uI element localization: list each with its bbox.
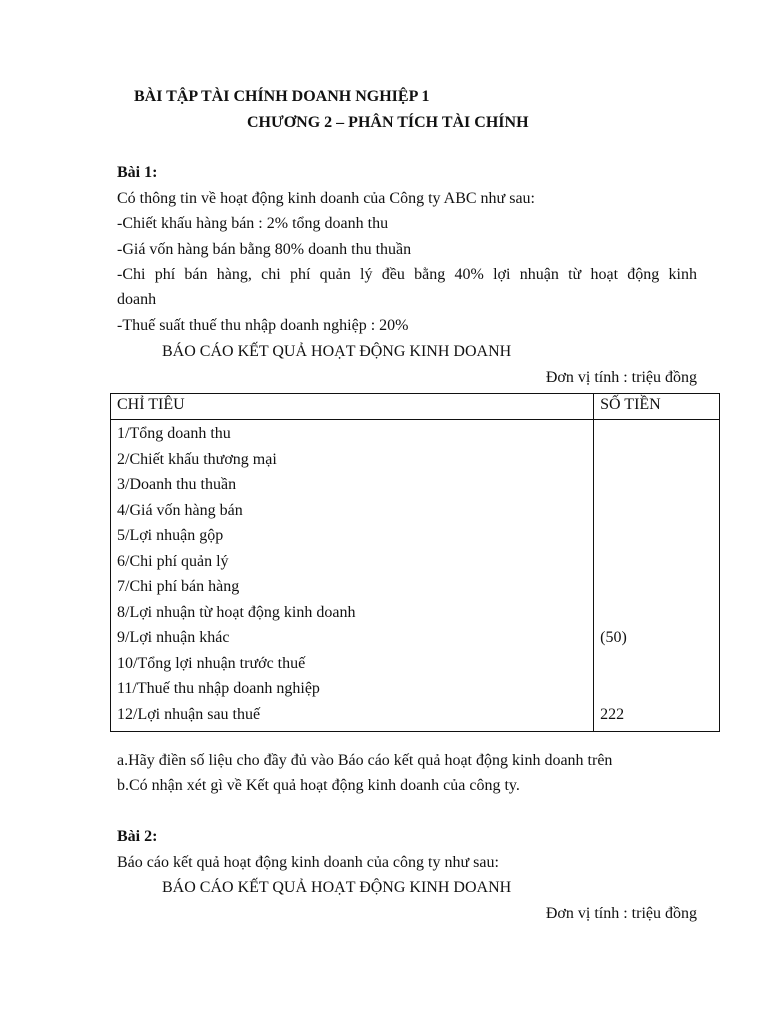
row-label-cogs: 4/Giá vốn hàng bán xyxy=(117,501,243,519)
condition-expenses-line2: doanh xyxy=(117,291,157,308)
report-title: BÁO CÁO KẾT QUẢ HOẠT ĐỘNG KINH DOANH xyxy=(162,343,512,360)
row-label-selling-expense: 7/Chi phí bán hàng xyxy=(117,578,240,595)
row-label-profit-after-tax: 12/Lợi nhuận sau thuế xyxy=(117,705,261,723)
row-value-profit-after-tax: 222 xyxy=(600,705,625,723)
column-header-amount: SỐ TIỀN xyxy=(594,394,720,420)
row-label-admin-expense: 6/Chi phí quản lý xyxy=(117,552,229,570)
condition-tax: -Thuế suất thuế thu nhập doanh nghiệp : 20% xyxy=(117,317,409,334)
exercise2-intro: Báo cáo kết quả hoạt động kinh doanh của công ty như sau: xyxy=(117,854,499,871)
exercise2-heading: Bài 2: xyxy=(117,828,158,845)
row-value-admin-expense xyxy=(600,549,719,575)
condition-expenses-line1: -Chi phí bán hàng, chi phí quản lý đều bằng 40% lợi nhuận từ hoạt động kinh xyxy=(117,266,697,283)
document-title: BÀI TẬP TÀI CHÍNH DOANH NGHIỆP 1 xyxy=(134,88,430,105)
unit-label: Đơn vị tính : triệu đồng xyxy=(545,369,697,386)
question-b: b.Có nhận xét gì về Kết quả hoạt động kinh doanh của công ty. xyxy=(117,777,520,794)
row-label-operating-profit: 8/Lợi nhuận từ hoạt động kinh doanh xyxy=(117,603,356,621)
exercise2-report-title: BÁO CÁO KẾT QUẢ HOẠT ĐỘNG KINH DOANH xyxy=(162,879,512,896)
row-label-profit-before-tax: 10/Tổng lợi nhuận trước thuế xyxy=(117,654,306,672)
row-label-gross-profit: 5/Lợi nhuận gộp xyxy=(117,527,224,544)
exercise1-heading: Bài 1: xyxy=(117,164,158,181)
row-value-income-tax xyxy=(600,676,719,702)
row-value-trade-discount xyxy=(600,447,719,473)
row-value-profit-before-tax xyxy=(600,651,719,677)
row-label-other-profit: 9/Lợi nhuận khác xyxy=(117,629,230,646)
table-header-row xyxy=(111,394,720,420)
amount-column xyxy=(594,420,720,732)
row-label-total-revenue: 1/Tổng doanh thu xyxy=(117,425,231,442)
row-label-net-revenue: 3/Doanh thu thuần xyxy=(117,476,237,493)
row-value-other-profit: (50) xyxy=(600,629,627,646)
chapter-title: CHƯƠNG 2 – PHÂN TÍCH TÀI CHÍNH xyxy=(247,114,529,131)
column-header-indicator: CHỈ TIÊU xyxy=(111,394,594,420)
row-value-cogs xyxy=(600,498,719,524)
exercise1-intro: Có thông tin về hoạt động kinh doanh của Công ty ABC như sau: xyxy=(117,190,535,207)
row-label-income-tax: 11/Thuế thu nhập doanh nghiệp xyxy=(117,680,320,697)
exercise2-unit-label: Đơn vị tính : triệu đồng xyxy=(545,905,697,922)
row-value-selling-expense xyxy=(600,574,719,600)
row-label-trade-discount: 2/Chiết khấu thương mại xyxy=(117,450,277,468)
row-value-gross-profit xyxy=(600,523,719,549)
condition-discount: -Chiết khấu hàng bán : 2% tổng doanh thu xyxy=(117,215,389,232)
income-statement-table xyxy=(110,393,720,732)
question-a: a.Hãy điền số liệu cho đầy đủ vào Báo cáo kết quả hoạt động kinh doanh trên xyxy=(117,752,613,769)
row-value-total-revenue xyxy=(600,421,719,447)
row-value-operating-profit xyxy=(600,600,719,626)
condition-cogs: -Giá vốn hàng bán bằng 80% doanh thu thuần xyxy=(117,241,412,258)
table-body-row xyxy=(111,420,720,732)
indicator-column xyxy=(111,420,594,732)
row-value-net-revenue xyxy=(600,472,719,498)
